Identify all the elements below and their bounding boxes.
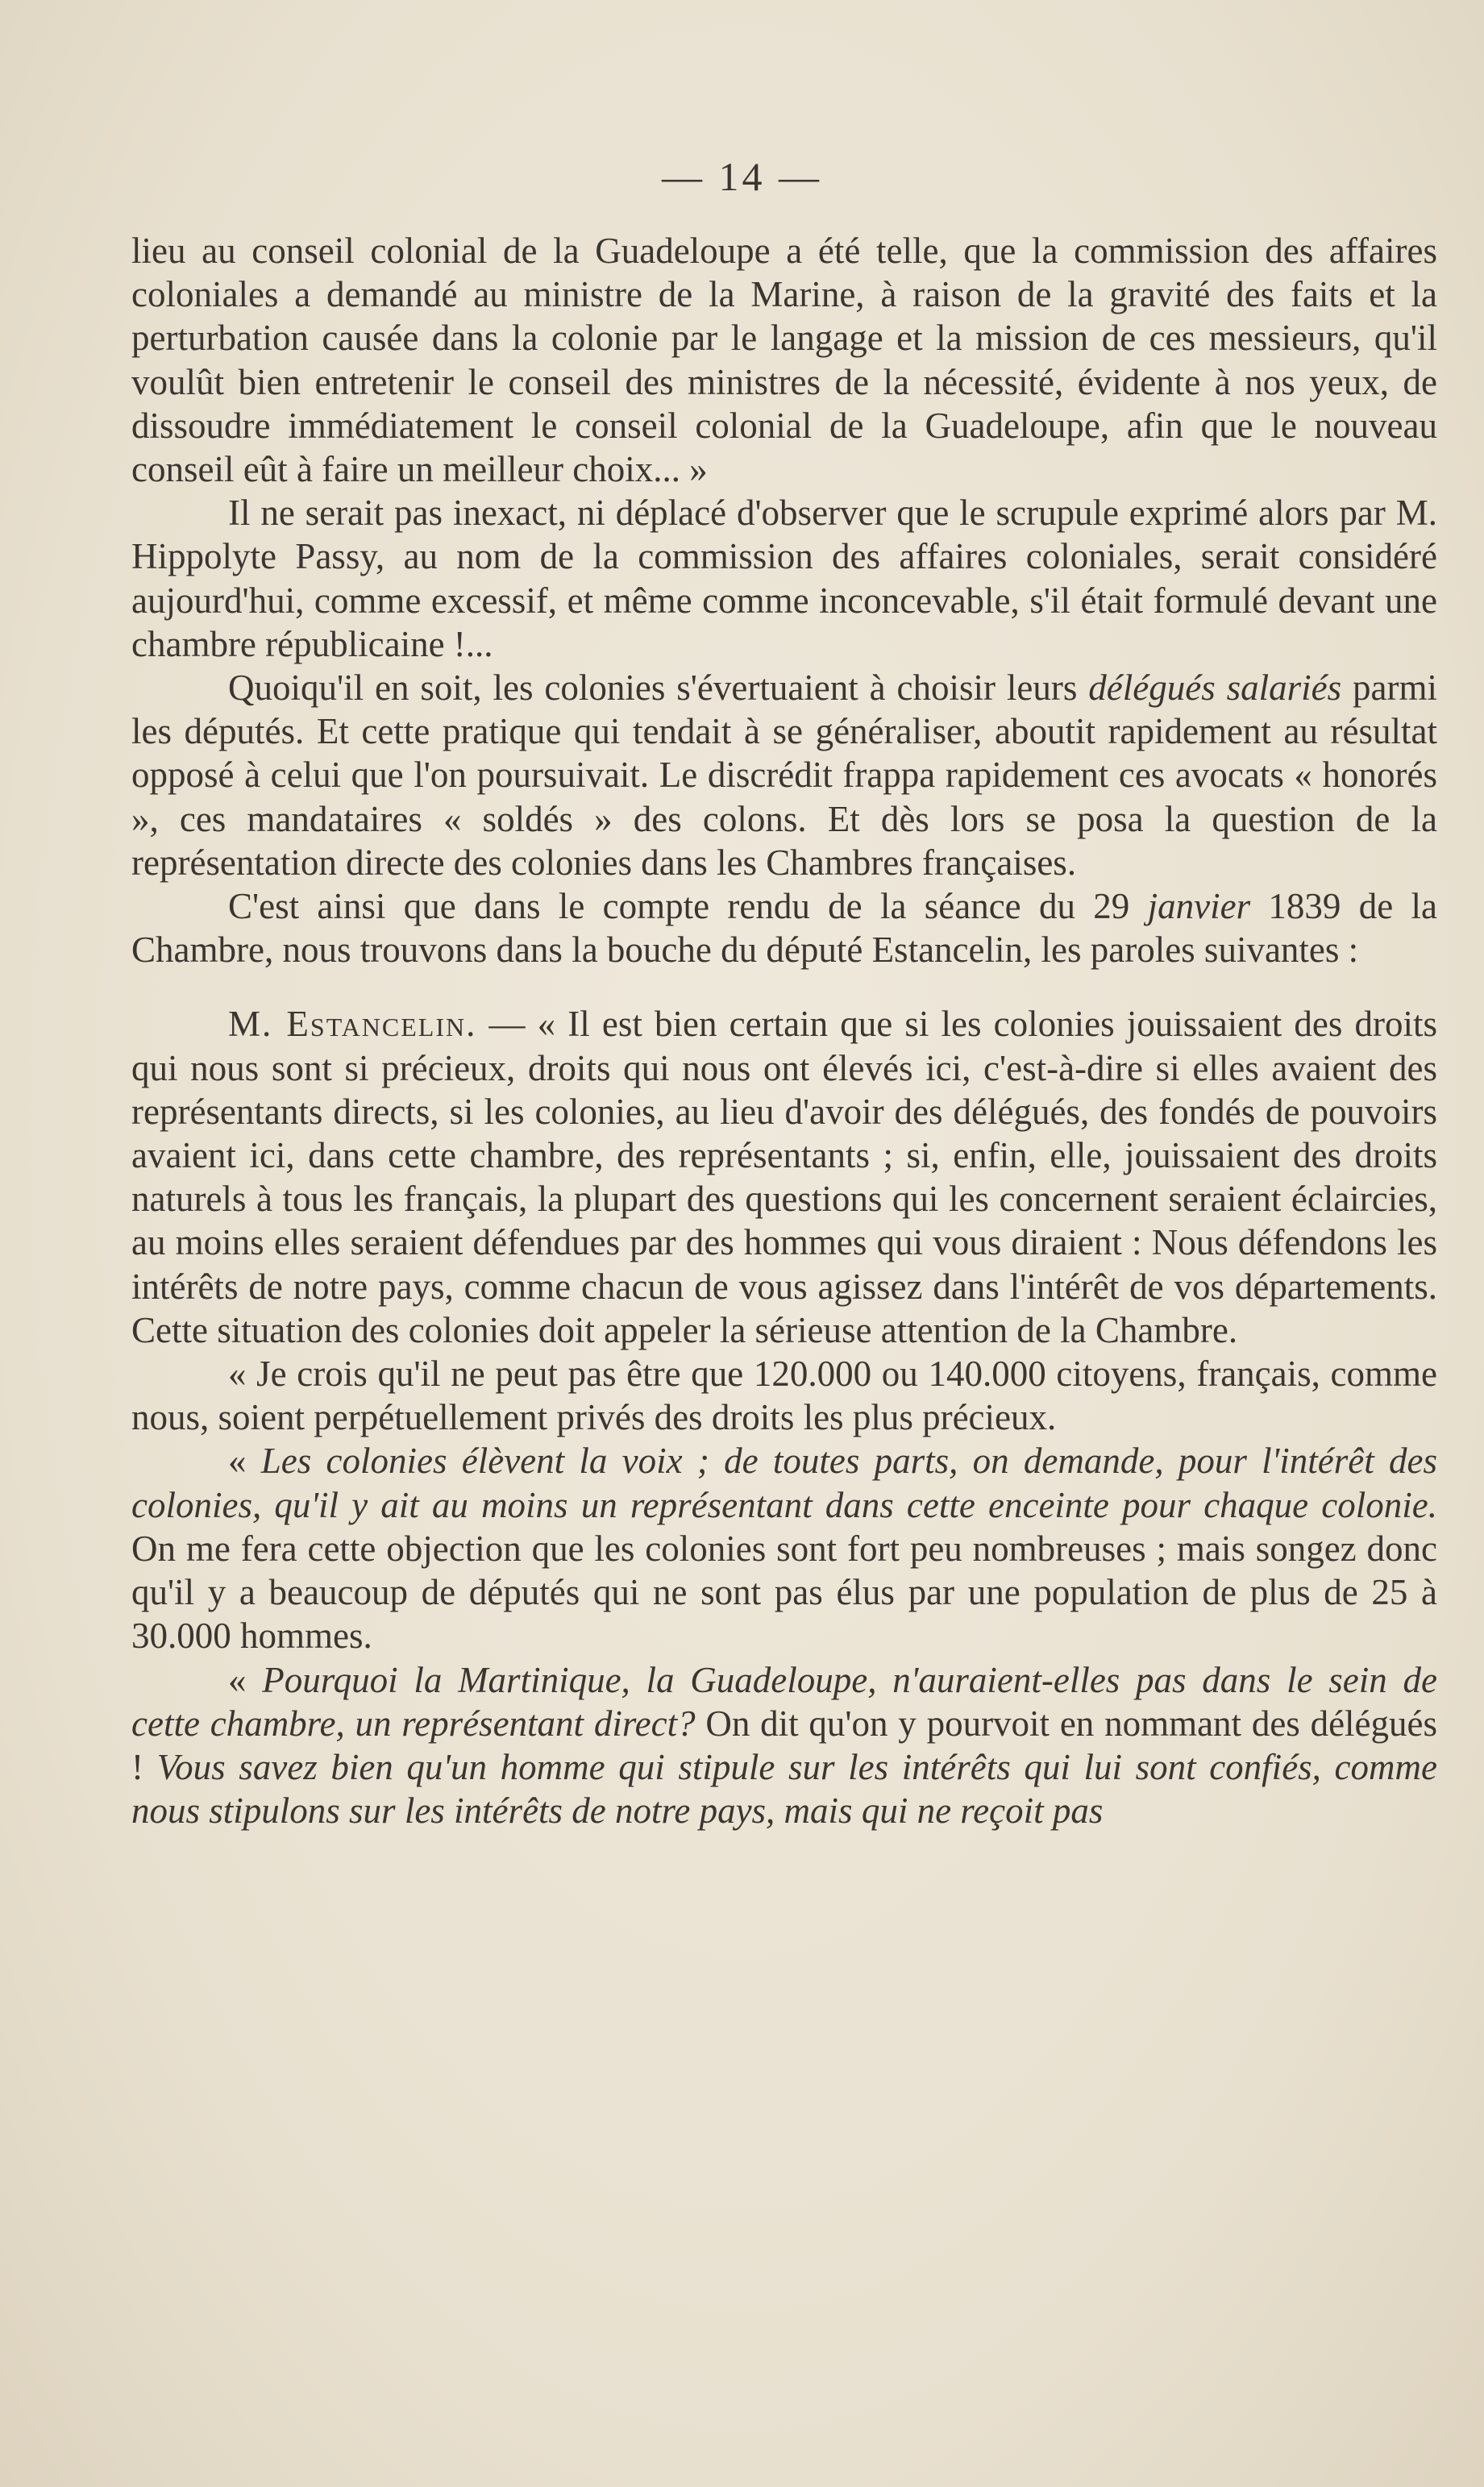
paragraph-8-start: « — [228, 1659, 263, 1700]
paragraph-3 — [131, 666, 1437, 884]
paragraph-5 — [131, 1002, 1437, 1352]
paragraph-1: lieu au conseil colonial de la Guadeloupe a été telle, que la commission des affaires coloniales a demandé au ministre de la Marine, à raison de la gravité des faits et la perturbation causée dans la colonie par le langage et la mission de ces messieurs, qu'il voulût bien entretenir le conseil des ministres de la nécessité, évidente à nos yeux, de dissoudre immédiatement le conseil colonial de la Guadeloupe, afin que le nouveau conseil eût à faire un meilleur choix... » — [131, 231, 1437, 490]
paragraph-7-italic: Les colonies élèvent la voix ; de toutes parts, on demande, pour l'intérêt des colonies, qu'il y ait au moins un représentant dans cette enceinte pour chaque colonie. — [131, 1441, 1437, 1525]
paragraph-3-italic: délégués salariés — [1088, 667, 1342, 709]
paragraph-3-end: parmi les députés. Et cette pratique qui tendait à se généraliser, aboutit rapidement au résultat opposé à celui que l'on poursuivait. Le discrédit frappa rapidement ces avocats « honorés », ces mandataires « soldés » des colons. Et dès lors se posa la question de la représentation directe des colonies dans les Chambres françaises. — [131, 667, 1437, 883]
body-text — [131, 229, 1437, 1832]
page-number: — 14 — — [662, 154, 822, 199]
paragraph-8-middle: On dit qu'on y pourvoit en nommant des délégués ! — [131, 1703, 1438, 1787]
paragraph-5-text: — « Il est bien certain que si les colonies jouissaient des droits qui nous sont si précieux, droits qui nous ont élevés ici, c'est-à-dire si elles avaient des représentants directs, si les colonies, au lieu d'avoir des délégués, des fondés de pouvoirs avaient ici, dans cette chambre, des représentants ; si, enfin, elle, jouissaient des droits naturels à tous les français, la plupart des questions qui les concernent seraient éclaircies, au moins elles seraient défendues par des hommes qui vous diraient : Nous défendons les intérêts de notre pays, comme chacun de vous agissez dans l'intérêt de vos départements. Cette situation des colonies doit appeler la sérieuse attention de la Chambre. — [131, 1004, 1437, 1350]
paragraph-7 — [131, 1439, 1437, 1657]
paragraph-4-start: C'est ainsi que dans le compte rendu de la séance du 29 — [228, 886, 1148, 927]
paragraph-8-italic: Pourquoi la Martinique, la Guadeloupe, n'auraient-elles pas dans le sein de cette chambre, un représentant direct? — [131, 1659, 1437, 1744]
paragraph-8-italic-end: Vous savez bien qu'un homme qui stipule sur les intérêts qui lui sont confiés, comme nous stipulons sur les intérêts de notre pays, mais qui ne reçoit pas — [131, 1746, 1437, 1832]
paragraph-7-end: On me fera cette objection que les colonies sont fort peu nombreuses ; mais songez donc qu'il y a beaucoup de députés qui ne sont pas élus par une population de plus de 25 à 30.000 hommes. — [131, 1528, 1437, 1657]
paragraph-4 — [131, 884, 1437, 971]
paragraph-2: Il ne serait pas inexact, ni déplacé d'observer que le scrupule exprimé alors par M. Hippolyte Passy, au nom de la commission des affaires coloniales, serait considéré aujourd'hui, comme excessif, et même comme inconcevable, s'il était formulé devant une chambre républicaine !... — [131, 493, 1437, 664]
paragraph-7-start: « — [228, 1441, 261, 1482]
paragraph-4-italic: janvier — [1147, 886, 1251, 927]
paragraph-4-end: 1839 de la Chambre, nous trouvons dans la bouche du député Estancelin, les paroles suivantes : — [131, 886, 1437, 971]
speaker-name: M. Estancelin. — [228, 1004, 477, 1045]
paragraph-6: « Je crois qu'il ne peut pas être que 120.000 ou 140.000 citoyens, français, comme nous, soient perpétuellement privés des droits les plus précieux. — [131, 1354, 1437, 1438]
paragraph-8 — [131, 1658, 1437, 1833]
paragraph-3-start: Quoiqu'il en soit, les colonies s'évertuaient à choisir leurs — [228, 667, 1089, 709]
